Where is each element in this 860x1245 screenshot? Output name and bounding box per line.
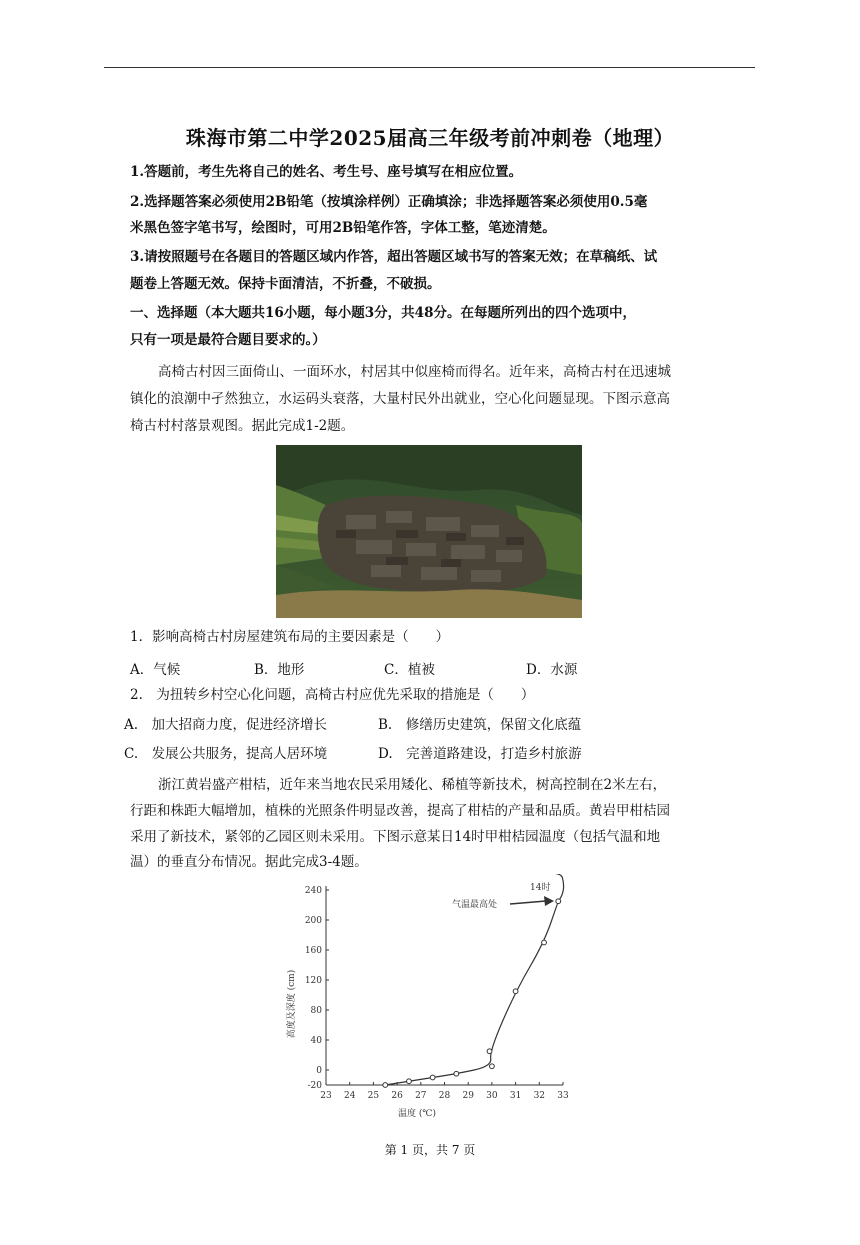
data-point-6: [513, 989, 518, 994]
passage1-line3: 椅古村村落景观图。据此完成1-2题。: [130, 418, 355, 434]
data-point-7: [542, 940, 547, 945]
passage1-line1: 高椅古村因三面倚山、一面环水，村居其中似座椅而得名。近年来，高椅古村在迅速城: [158, 364, 671, 380]
data-point-3: [454, 1071, 459, 1076]
x-tick-label: 26: [391, 1091, 403, 1101]
temperature-profile-chart: [280, 874, 580, 1124]
village-landscape-photo: [276, 445, 582, 618]
section-heading-cont: 只有一项是最符合题目要求的。）: [130, 332, 326, 348]
instruction-2-cont: 米黑色签字笔书写，绘图时，可用2B铅笔作答，字体工整，笔迹清楚。: [130, 220, 556, 236]
passage2-line3: 采用了新技术，紧邻的乙园区则未采用。下图示意某日14时甲柑桔园温度（包括气温和地: [130, 829, 661, 845]
x-tick-label: 33: [557, 1091, 569, 1101]
question-2-stem: 2. 为扭转乡村空心化问题，高椅古村应优先采取的措施是（ ）: [130, 687, 535, 703]
max-arrow-head: [544, 896, 554, 906]
data-point-2: [430, 1075, 435, 1080]
instruction-3-cont: 题卷上答题无效。保持卡面清洁，不折叠，不破损。: [130, 276, 441, 292]
y-axis-label: 高度及深度 (cm): [287, 969, 297, 1039]
q2-option-d[interactable]: D. 完善道路建设，打造乡村旅游: [378, 746, 582, 762]
data-point-4: [490, 1064, 495, 1069]
data-point-5: [487, 1049, 492, 1054]
data-point-1: [407, 1079, 412, 1084]
data-point-8: [556, 899, 561, 904]
x-tick-label: 32: [533, 1091, 546, 1101]
data-point-0: [383, 1083, 388, 1088]
q1-option-c[interactable]: C．植被: [384, 662, 435, 678]
q1-option-d[interactable]: D．水源: [526, 662, 578, 678]
x-tick-label: 27: [415, 1091, 427, 1101]
y-tick-label: 80: [310, 1006, 322, 1016]
x-tick-label: 29: [462, 1091, 474, 1101]
passage2-line4: 温）的垂直分布情况。据此完成3-4题。: [130, 854, 368, 870]
y-tick-label: 240: [304, 886, 322, 896]
q2-option-c[interactable]: C. 发展公共服务，提高人居环境: [124, 746, 328, 762]
y-tick-label: 40: [310, 1036, 322, 1046]
x-tick-label: 23: [320, 1091, 332, 1101]
passage1-line2: 镇化的浪潮中孑然独立，水运码头衰落，大量村民外出就业，空心化问题显现。下图示意高: [130, 391, 670, 407]
x-tick-label: 30: [486, 1091, 498, 1101]
question-1-stem: 1．影响高椅古村房屋建筑布局的主要因素是（ ）: [130, 629, 450, 645]
section-heading: 一、选择题（本大题共16小题，每小题3分，共48分。在每题所列出的四个选项中，: [130, 305, 636, 321]
passage2-line1: 浙江黄岩盛产柑桔，近年来当地农民采用矮化、稀植等新技术，树高控制在2米左右，: [158, 777, 667, 793]
time-label: 14时: [530, 883, 551, 893]
x-tick-label: 24: [343, 1091, 356, 1101]
exam-title: 珠海市第二中学2025届高三年级考前冲刺卷（地理）: [185, 126, 675, 150]
x-tick-label: 25: [367, 1091, 380, 1101]
y-tick-label: 120: [304, 976, 322, 986]
y-tick-label: 160: [304, 946, 322, 956]
x-axis-label: 温度 (℃): [398, 1109, 436, 1119]
q1-option-b[interactable]: B．地形: [254, 662, 305, 678]
passage2-line2: 行距和株距大幅增加，植株的光照条件明显改善，提高了柑桔的产量和品质。黄岩甲柑桔园: [130, 803, 670, 819]
instruction-1: 1.答题前，考生先将自己的姓名、考生号、座号填写在相应位置。: [130, 164, 523, 180]
max-temp-label: 气温最高处: [452, 900, 498, 910]
x-tick-label: 28: [438, 1091, 451, 1101]
q2-option-b[interactable]: B. 修缮历史建筑，保留文化底蕴: [378, 717, 582, 733]
y-tick-label: 200: [304, 916, 322, 926]
instruction-2: 2.选择题答案必须使用2B铅笔（按填涂样例）正确填涂；非选择题答案必须使用0.5毫: [130, 194, 648, 210]
y-tick-label: -20: [307, 1081, 322, 1091]
header-rule: [104, 67, 755, 68]
instruction-3: 3.请按照题号在各题目的答题区域内作答，超出答题区域书写的答案无效；在草稿纸、试: [130, 249, 658, 265]
q2-option-a[interactable]: A. 加大招商力度，促进经济增长: [124, 717, 328, 733]
q1-option-a[interactable]: A．气候: [130, 662, 181, 678]
y-tick-label: 0: [316, 1066, 322, 1076]
x-tick-label: 31: [509, 1091, 522, 1101]
max-arrow-line: [510, 901, 546, 904]
page-footer: 第 1 页，共 7 页: [384, 1143, 476, 1157]
